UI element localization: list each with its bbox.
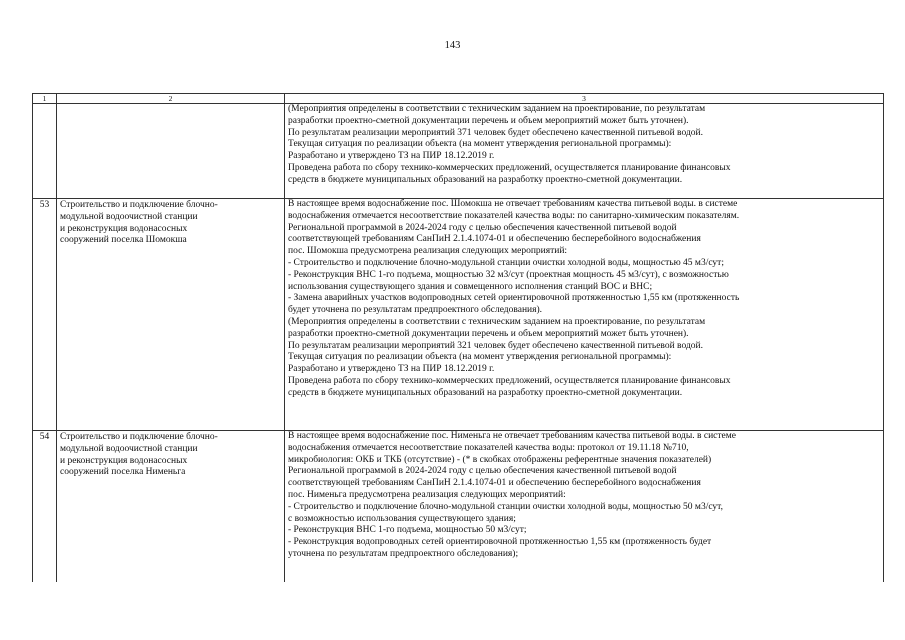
name-line: сооружений поселка Нименьга <box>60 467 186 478</box>
name-line: и реконструкция водонасосных <box>60 223 188 234</box>
description-line: водоснабжения отмечается несоответствие показателей качества воды: по санитарно-химическим показателям. <box>288 210 740 221</box>
table-row <box>33 431 884 583</box>
row-number: 54 <box>33 431 57 583</box>
description-line: соответствующей требованиям СанПиН 2.1.4.1074-01 и обеспечению бесперебойного водоснабжения <box>288 478 701 489</box>
name-line: и реконструкция водонасосных <box>60 455 188 466</box>
row-number-cell <box>33 104 57 199</box>
description-line: Разработано и утверждено ТЗ на ПИР 18.12.2019 г. <box>288 364 495 375</box>
description-line: Разработано и утверждено ТЗ на ПИР 18.12.2019 г. <box>288 151 495 162</box>
description-line: уточнена по результатам предпроектного обследования); <box>288 548 519 559</box>
description-line: с возможностью использования существующего здания; <box>288 513 516 524</box>
description-line: пос. Шомокша предусмотрена реализация следующих мероприятий: <box>288 246 568 257</box>
row-description-cell <box>285 199 884 431</box>
name-line: модульной водоочистной станции <box>60 443 198 454</box>
description-line: - Реконструкция ВНС 1-го подъема, мощностью 50 м3/сут; <box>288 525 527 536</box>
description-line: (Мероприятия определены в соответствии с техническим заданием на проектирование, по результатам <box>288 104 706 114</box>
description-line: разработки проектно-сметной документации перечень и объем мероприятий может быть уточнен). <box>288 328 689 339</box>
description-line: разработки проектно-сметной документации перечень и объем мероприятий может быть уточнен). <box>288 115 689 126</box>
description-line: Проведена работа по сбору технико-коммерческих предложений, осуществляется планирование финансовых <box>288 162 731 173</box>
description-line: Региональной программой в 2024-2024 году с целью обеспечения качественной питьевой водой <box>288 222 677 233</box>
row-description-cell <box>285 104 884 199</box>
description-line: - Реконструкция водопроводных сетей ориентировочной протяженностью 1,55 км (протяженность будет <box>288 537 712 548</box>
description-line: Текущая ситуация по реализации объекта (на момент утверждения региональной программы): <box>288 139 672 150</box>
description-line: микробиология: ОКБ и ТКБ (отсутствие) - (* в скобках отображены референтные значения показателей) <box>288 454 712 465</box>
name-line: сооружений поселка Шомокша <box>60 235 187 246</box>
description-line: Региональной программой в 2024-2024 году с целью обеспечения качественной питьевой водой <box>288 466 677 477</box>
row-name <box>57 199 285 431</box>
table-row-continuation <box>33 104 884 199</box>
description-line: средств в бюджете муниципальных образований на разработку проектно-сметной документации. <box>288 387 683 398</box>
description-line: Текущая ситуация по реализации объекта (на момент утверждения региональной программы): <box>288 352 672 363</box>
description-line: Проведена работа по сбору технико-коммерческих предложений, осуществляется планирование финансовых <box>288 375 731 386</box>
header-col-2: 2 <box>57 94 285 104</box>
description-line: В настоящее время водоснабжение пос. Шомокша не отвечает требованиям качества питьевой воды. в системе <box>288 199 738 209</box>
description-line: - Реконструкция ВНС 1-го подъема, мощностью 32 м3/сут (проектная мощность 45 м3/сут), с возможностью <box>288 269 729 280</box>
description-line: будет уточнена по результатам предпроектного обследования). <box>288 305 543 316</box>
table-row <box>33 199 884 431</box>
table-header-row <box>33 94 884 104</box>
description-line: (Мероприятия определены в соответствии с техническим заданием на проектирование, по результатам <box>288 316 706 327</box>
description-line: водоснабжения отмечается несоответствие показателей качества воды: протокол от 19.11.18 №710, <box>288 442 689 453</box>
description-line: использования существующего здания и совмещенного исполнения станций ВОС и ВНС; <box>288 281 653 292</box>
description-line: соответствующей требованиям СанПиН 2.1.4.1074-01 и обеспечению бесперебойного водоснабжения <box>288 234 701 245</box>
name-line: Строительство и подключение блочно- <box>60 432 218 442</box>
header-col-1: 1 <box>33 94 57 104</box>
header-col-3: 3 <box>285 94 884 104</box>
row-name <box>57 431 285 583</box>
name-line: модульной водоочистной станции <box>60 211 198 222</box>
description-line: - Строительство и подключение блочно-модульной станции очистки холодной воды, мощностью 50 м3/сут, <box>288 501 723 512</box>
description-line: - Замена аварийных участков водопроводных сетей ориентировочной протяженностью 1,55 км (протяженность <box>288 293 740 304</box>
row-number: 53 <box>33 199 57 431</box>
description-line: По результатам реализации мероприятий 371 человек будет обеспечено качественной питьевой водой. <box>288 127 703 138</box>
page-number: 143 <box>444 40 461 51</box>
program-table <box>32 93 884 582</box>
description-line: средств в бюджете муниципальных образований на разработку проектно-сметной документации. <box>288 174 683 185</box>
name-line: Строительство и подключение блочно- <box>60 200 218 210</box>
description-line: По результатам реализации мероприятий 321 человек будет обеспечено качественной питьевой водой. <box>288 340 703 351</box>
row-name-cell <box>57 104 285 199</box>
description-line: В настоящее время водоснабжение пос. Нименьга не отвечает требованиям качества питьевой воды. в системе <box>288 431 736 441</box>
description-line: пос. Нименьга предусмотрена реализация следующих мероприятий: <box>288 489 566 500</box>
description-line: - Строительство и подключение блочно-модульной станции очистки холодной воды, мощностью 45 м3/сут; <box>288 257 724 268</box>
row-description-cell <box>285 431 884 583</box>
